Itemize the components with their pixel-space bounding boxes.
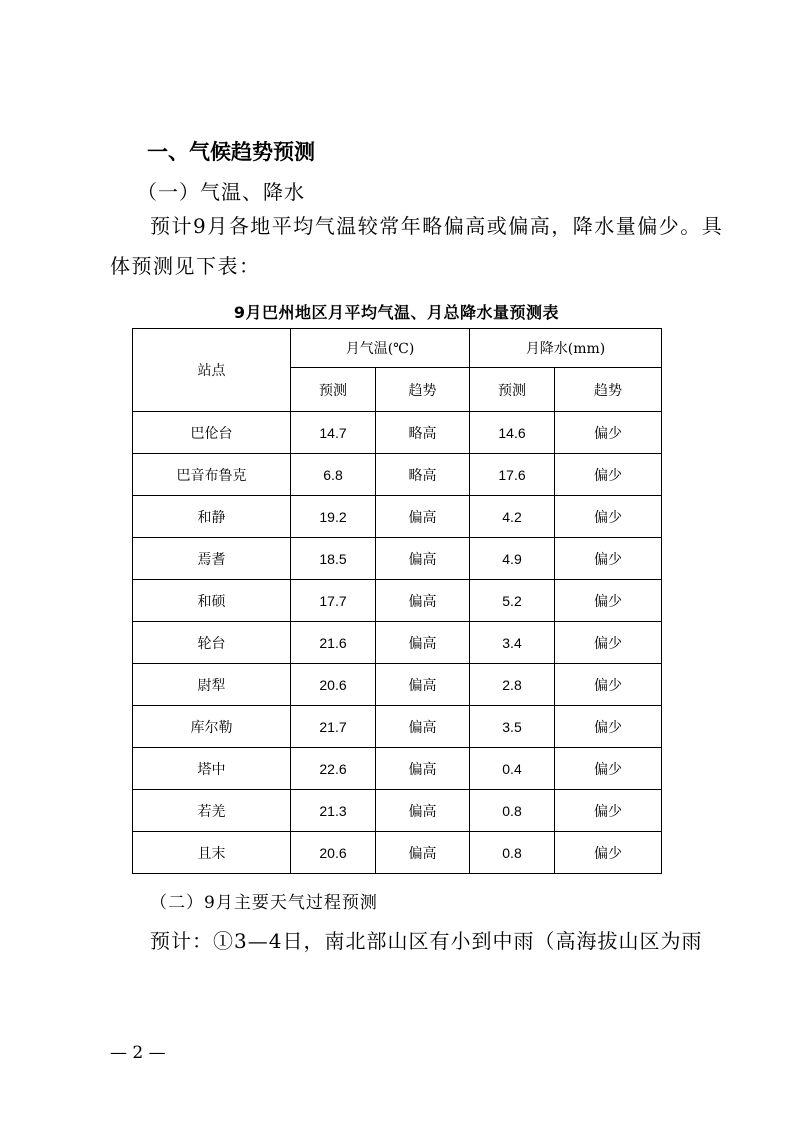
table-row [133,454,662,496]
precip-forecast: 0.8 [470,832,555,874]
paragraph-line-1: 预计9月各地平均气温较常年略偏高或偏高，降水量偏少。具 [150,214,724,238]
station-name: 塔中 [133,748,291,790]
table-row [133,622,662,664]
header-temp-forecast: 预测 [291,368,376,412]
temp-forecast: 18.5 [291,538,376,580]
temp-forecast: 21.7 [291,706,376,748]
station-name: 库尔勒 [133,706,291,748]
table-row [133,580,662,622]
precip-forecast: 3.4 [470,622,555,664]
precip-trend: 偏少 [555,706,662,748]
station-name: 尉犁 [133,664,291,706]
station-name: 和硕 [133,580,291,622]
station-name: 和静 [133,496,291,538]
precip-trend: 偏少 [555,454,662,496]
temp-trend: 偏高 [376,580,470,622]
station-name: 焉耆 [133,538,291,580]
temp-forecast: 20.6 [291,832,376,874]
temp-trend: 偏高 [376,832,470,874]
precip-forecast: 0.8 [470,790,555,832]
table-row [133,832,662,874]
temp-trend: 略高 [376,454,470,496]
station-name: 若羌 [133,790,291,832]
header-temp-trend: 趋势 [376,368,470,412]
temp-forecast: 21.6 [291,622,376,664]
temp-forecast: 20.6 [291,664,376,706]
precip-forecast: 5.2 [470,580,555,622]
precip-forecast: 3.5 [470,706,555,748]
station-name: 巴音布鲁克 [133,454,291,496]
temp-trend: 偏高 [376,790,470,832]
precip-forecast: 0.4 [470,748,555,790]
temp-trend: 偏高 [376,538,470,580]
temp-forecast: 22.6 [291,748,376,790]
temp-trend: 偏高 [376,748,470,790]
precip-trend: 偏少 [555,412,662,454]
header-station: 站点 [133,329,291,412]
precip-trend: 偏少 [555,538,662,580]
station-name: 巴伦台 [133,412,291,454]
table-row [133,706,662,748]
paragraph-line-2: 体预测见下表： [110,254,261,278]
precip-trend: 偏少 [555,622,662,664]
temp-trend: 偏高 [376,622,470,664]
table-row [133,538,662,580]
subsection-heading-temperature-precipitation: （一）气温、降水 [137,180,305,204]
table-row [133,496,662,538]
temp-trend: 偏高 [376,496,470,538]
subsection-heading-weather-process: （二）9月主要天气过程预测 [150,893,378,913]
temp-forecast: 21.3 [291,790,376,832]
header-monthly-precipitation: 月降水(mm) [470,329,662,368]
precip-forecast: 4.2 [470,496,555,538]
precip-forecast: 17.6 [470,454,555,496]
station-name: 轮台 [133,622,291,664]
table-caption: 9月巴州地区月平均气温、月总降水量预测表 [233,303,560,322]
table-row [133,790,662,832]
table-row [133,664,662,706]
header-monthly-temperature: 月气温(℃) [291,329,470,368]
header-precip-forecast: 预测 [470,368,555,412]
precip-forecast: 4.9 [470,538,555,580]
temp-trend: 偏高 [376,706,470,748]
temp-forecast: 6.8 [291,454,376,496]
precip-forecast: 14.6 [470,412,555,454]
table-row [133,412,662,454]
precip-trend: 偏少 [555,496,662,538]
header-precip-trend: 趋势 [555,368,662,412]
temp-trend: 略高 [376,412,470,454]
section-title: 一、气候趋势预测 [147,140,315,164]
precip-forecast: 2.8 [470,664,555,706]
table-row [133,748,662,790]
paragraph-forecast-detail: 预计：①3—4日，南北部山区有小到中雨（高海拔山区为雨 [150,929,703,953]
precip-trend: 偏少 [555,832,662,874]
temp-forecast: 14.7 [291,412,376,454]
page-number: — 2 — [110,1043,166,1063]
forecast-table [132,328,662,874]
precip-trend: 偏少 [555,580,662,622]
temp-forecast: 17.7 [291,580,376,622]
station-name: 且末 [133,832,291,874]
precip-trend: 偏少 [555,790,662,832]
temp-trend: 偏高 [376,664,470,706]
temp-forecast: 19.2 [291,496,376,538]
precip-trend: 偏少 [555,748,662,790]
precip-trend: 偏少 [555,664,662,706]
